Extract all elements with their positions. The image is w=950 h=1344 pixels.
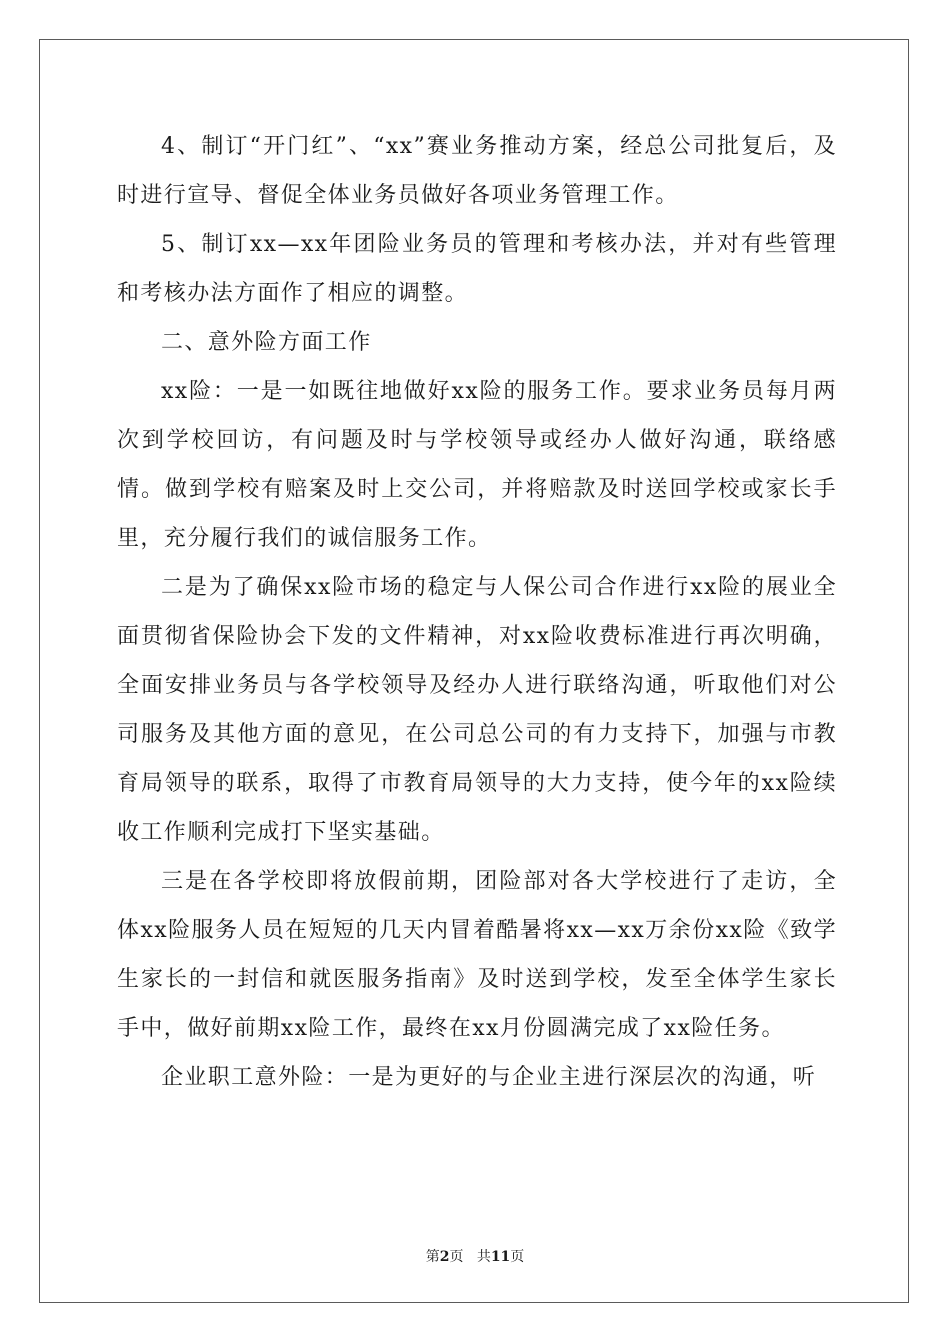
footer-total-prefix: 共 (476, 1249, 491, 1265)
paragraph-xx-insurance-service: xx险：一是一如既往地做好xx险的服务工作。要求业务员每月两次到学校回访，有问题及时与学校领导或经办人做好沟通，联络感情。做到学校有赔案及时上交公司，并将赔款及时送回学校或家长手里，充分履行我们的诚信服务工作。 (117, 379, 837, 551)
paragraph-enterprise-accident: 企业职工意外险：一是为更好的与企业主进行深层次的沟通，听 (161, 1065, 817, 1090)
paragraph-school-visits: 三是在各学校即将放假前期，团险部对各大学校进行了走访，全体xx险服务人员在短短的几天内冒着酷暑将xx—xx万余份xx险《致学生家长的一封信和就医服务指南》及时送到学校，发至全体学生家长手中，做好前期xx险工作，最终在xx月份圆满完成了xx险任务。 (117, 869, 837, 1041)
footer-page-suffix: 页 (449, 1249, 464, 1265)
total-page-number: 11 (490, 1249, 511, 1265)
document-body (117, 122, 837, 1102)
footer-prefix: 第 (425, 1249, 440, 1265)
paragraph-market-stability: 二是为了确保xx险市场的稳定与人保公司合作进行xx险的展业全面贯彻省保险协会下发的文件精神，对xx险收费标准进行再次明确，全面安排业务员与各学校领导及经办人进行联络沟通，听取他们对公司服务及其他方面的意见，在公司总公司的有力支持下，加强与市教育局领导的联系，取得了市教育局领导的大力支持，使今年的xx险续收工作顺利完成打下坚实基础。 (117, 575, 837, 845)
footer-total-suffix: 页 (510, 1249, 525, 1265)
paragraph-item-4: 4、制订“开门红”、“xx”赛业务推动方案，经总公司批复后，及时进行宣导、督促全体业务员做好各项业务管理工作。 (117, 134, 837, 208)
current-page-number: 2 (439, 1249, 450, 1265)
paragraph-item-5: 5、制订xx—xx年团险业务员的管理和考核办法，并对有些管理和考核办法方面作了相应的调整。 (117, 232, 837, 306)
page-footer (0, 1246, 950, 1266)
section-heading-accident-insurance: 二、意外险方面工作 (161, 330, 372, 355)
